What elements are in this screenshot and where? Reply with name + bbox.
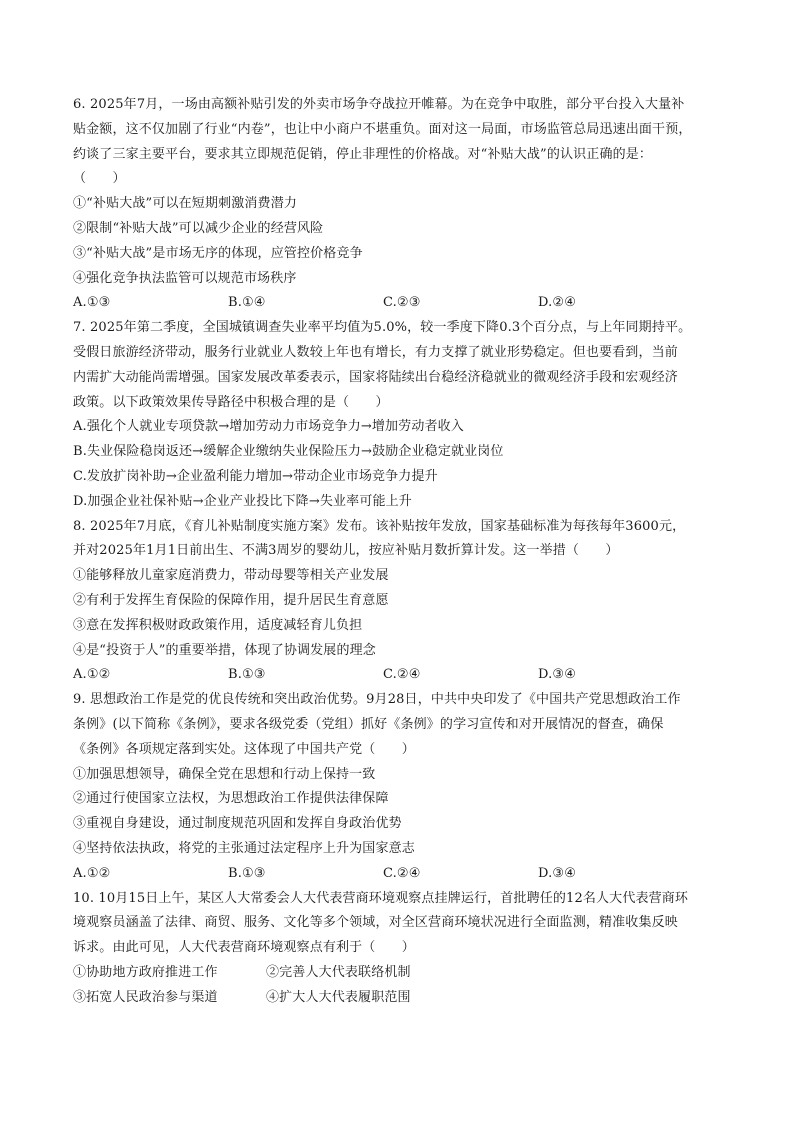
choice-a: A.强化个人就业专项贷款→增加劳动力市场竞争力→增加劳动者收入 (73, 419, 464, 435)
choice-b: B.①④ (228, 295, 266, 311)
answer-choices (73, 291, 725, 316)
choice-b: B.①③ (228, 865, 266, 881)
question-stem-line: 内需扩大动能尚需增强。国家发展改革委表示，国家将陆续出台稳经济稳就业的微观经济手段和宏观经济 (73, 369, 678, 385)
choice-d: D.③④ (538, 865, 577, 881)
option-statement: ③“补贴大战”是市场无序的体现，应管控价格竞争 (73, 245, 363, 261)
option-statement: ④扩大人大代表履职范围 (266, 989, 411, 1005)
question-stem-line: 条例》(以下简称《条例》，要求各级党委（党组）抓好《条例》的学习宣传和对开展情况的督查，确保 (73, 716, 664, 732)
choice-c: C.发放扩岗补助→企业盈利能力增加→带动企业市场竞争力提升 (73, 468, 438, 484)
question-stem-line: 诉求。由此可见，人大代表营商环境观察点有利于（ ） (73, 940, 415, 956)
question-stem-line: 7. 2025年第二季度，全国城镇调查失业率平均值为5.0%，较一季度下降0.3个百分点，与上年同期持平。 (73, 320, 692, 336)
choice-a: A.①③ (73, 295, 111, 311)
option-statement: ①加强思想领导，确保全党在思想和行动上保持一致 (73, 766, 376, 782)
choice-b: B.失业保险稳岗返还→缓解企业缴纳失业保险压力→鼓励企业稳定就业岗位 (73, 444, 504, 460)
option-statement: ①能够释放儿童家庭消费力，带动母婴等相关产业发展 (73, 568, 389, 584)
choice-c: C.②③ (383, 295, 421, 311)
option-statement: ①协助地方政府推进工作 (73, 964, 218, 980)
option-statement: ③意在发挥积极财政政策作用，适度减轻育儿负担 (73, 617, 363, 633)
question-stem-line: 境观察员涵盖了法律、商贸、服务、文化等多个领域，对全区营商环境状况进行全面监测，精准收集反映 (73, 915, 678, 931)
choice-c: C.②④ (383, 667, 421, 683)
option-statement: ①“补贴大战”可以在短期刺激消费潜力 (73, 196, 297, 212)
question-stem-line: 贴金额，这不仅加剧了行业“内卷”，也让中小商户不堪重负。面对这一局面，市场监管总局迅速出面干预， (73, 121, 692, 137)
question-stem-line: 9. 思想政治工作是党的优良传统和突出政治优势。9月28日，中共中央印发了《中国共产党思想政治工作 (73, 692, 681, 708)
choice-c: C.②④ (383, 865, 421, 881)
question-10 (73, 887, 725, 1011)
option-statement: ④是“投资于人”的重要举措，体现了协调发展的理念 (73, 642, 376, 658)
question-stem-line: 并对2025年1月1日前出生、不满3周岁的婴幼儿，按应补贴月数折算计发。这一举措（ ） (73, 543, 619, 559)
choice-b: B.①③ (228, 667, 266, 683)
option-pair (73, 961, 725, 986)
option-statement: ②限制“补贴大战”可以减少企业的经营风险 (73, 220, 324, 236)
question-7 (73, 316, 725, 514)
question-stem-line: 约谈了三家主要平台，要求其立即规范促销，停止非理性的价格战。对“补贴大战”的认识正确的是： (73, 146, 653, 162)
question-stem-line: 政策。以下政策效果传导路径中积极合理的是（ ） (73, 394, 389, 410)
option-statement: ②通过行使国家立法权，为思想政治工作提供法律保障 (73, 791, 389, 807)
question-6 (73, 93, 725, 316)
option-statement: ②完善人大代表联络机制 (266, 964, 411, 980)
exam-page (73, 93, 725, 1010)
answer-choices (73, 862, 725, 887)
choice-d: D.②④ (538, 295, 577, 311)
question-stem-line: 受假日旅游经济带动，服务行业就业人数较上年也有增长，有力支撑了就业形势稳定。但也要看到，当前 (73, 344, 678, 360)
choice-a: A.①② (73, 667, 111, 683)
question-9 (73, 688, 725, 886)
answer-blank: （ ） (73, 171, 126, 187)
option-statement: ④强化竞争执法监管可以规范市场秩序 (73, 270, 297, 286)
question-stem-line: 6. 2025年7月，一场由高额补贴引发的外卖市场争夺战拉开帷幕。为在竞争中取胜，部分平台投入大量补 (73, 97, 685, 112)
choice-d: D.加强企业社保补贴→企业产业投比下降→失业率可能上升 (73, 493, 412, 509)
choice-d: D.③④ (538, 667, 577, 683)
option-statement: ④坚持依法执政，将党的主张通过法定程序上升为国家意志 (73, 840, 415, 856)
question-8 (73, 515, 725, 689)
choice-a: A.①② (73, 865, 111, 881)
answer-choices (73, 663, 725, 688)
option-statement: ③拓宽人民政治参与渠道 (73, 989, 218, 1005)
question-stem-line: 10. 10月15日上午，某区人大常委会人大代表营商环境观察点挂牌运行，首批聘任的12名人大代表营商环 (73, 890, 689, 906)
option-pair (73, 986, 725, 1011)
option-statement: ③重视自身建设，通过制度规范巩固和发挥自身政治优势 (73, 816, 402, 832)
option-statement: ②有利于发挥生育保险的保障作用，提升居民生育意愿 (73, 592, 389, 608)
question-stem-line: 8. 2025年7月底，《育儿补贴制度实施方案》发布。该补贴按年发放，国家基础标准为每孩每年3600元， (73, 518, 686, 534)
question-stem-line: 《条例》各项规定落到实处。这体现了中国共产党（ ） (73, 741, 415, 757)
